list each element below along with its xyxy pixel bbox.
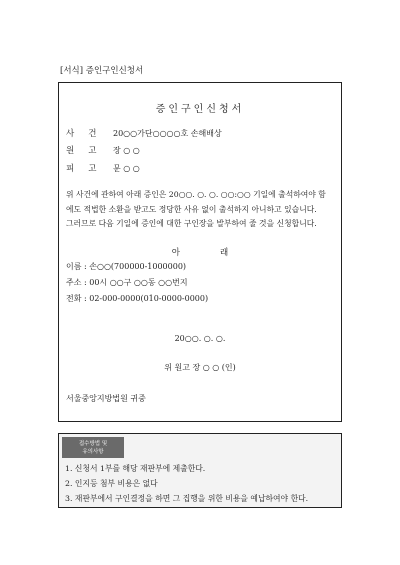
note-item: 3. 재판부에서 구인결정을 하면 그 집행을 위한 비용을 예납하여야 한다.: [65, 494, 309, 503]
case-label: 사건: [66, 129, 111, 139]
notes-tab-line: 유의사항: [82, 449, 104, 455]
notes-tab: [62, 437, 124, 458]
note-item: 2. 인지등 첨부 비용은 없다: [65, 479, 158, 488]
court-addressee: 서울중앙지방법원 귀중: [66, 394, 146, 403]
signature-line: 위 원고 장 ○ ○ (인): [164, 363, 236, 372]
witness-phone: 전화 : 02-000-0000(010-0000-0000): [66, 294, 209, 303]
plaintiff-value: 장 ○ ○: [113, 146, 140, 155]
case-value: 20○○가단○○○○호 손해배상: [113, 129, 222, 138]
body-line: 그러므로 다음 기일에 증인에 대한 구인장을 발부하여 줄 것을 신청합니다.: [66, 219, 317, 228]
below-heading: 아래: [171, 248, 269, 258]
filing-notes-box: [58, 433, 342, 508]
witness-address: 주소 : 00시 ○○구 ○○동 ○○번지: [66, 278, 188, 287]
body-line: 위 사건에 관하여 아래 증인은 20○○. ○. ○. ○○:○○ 기일에 출석하여야 함: [66, 190, 326, 199]
notes-tab-line: 접수방법 및: [78, 441, 108, 447]
witness-name: 이름 : 손○○(700000-1000000): [66, 262, 187, 271]
form-label: [서식] 증인구인신청서: [60, 66, 144, 76]
document-title: 증인구인신청서: [155, 104, 245, 115]
defendant-label: 피고: [66, 164, 111, 174]
plaintiff-label: 원고: [66, 146, 111, 156]
application-body: [66, 188, 338, 232]
application-document: [58, 82, 342, 422]
body-line: 에도 적법한 소환을 받고도 정당한 사유 없이 출석하지 아니하고 있습니다.: [66, 204, 317, 214]
defendant-value: 문 ○ ○: [113, 164, 140, 173]
note-item: 1. 신청서 1부를 해당 재판부에 제출한다.: [65, 464, 206, 473]
application-date: 20○○. ○. ○.: [174, 334, 226, 343]
